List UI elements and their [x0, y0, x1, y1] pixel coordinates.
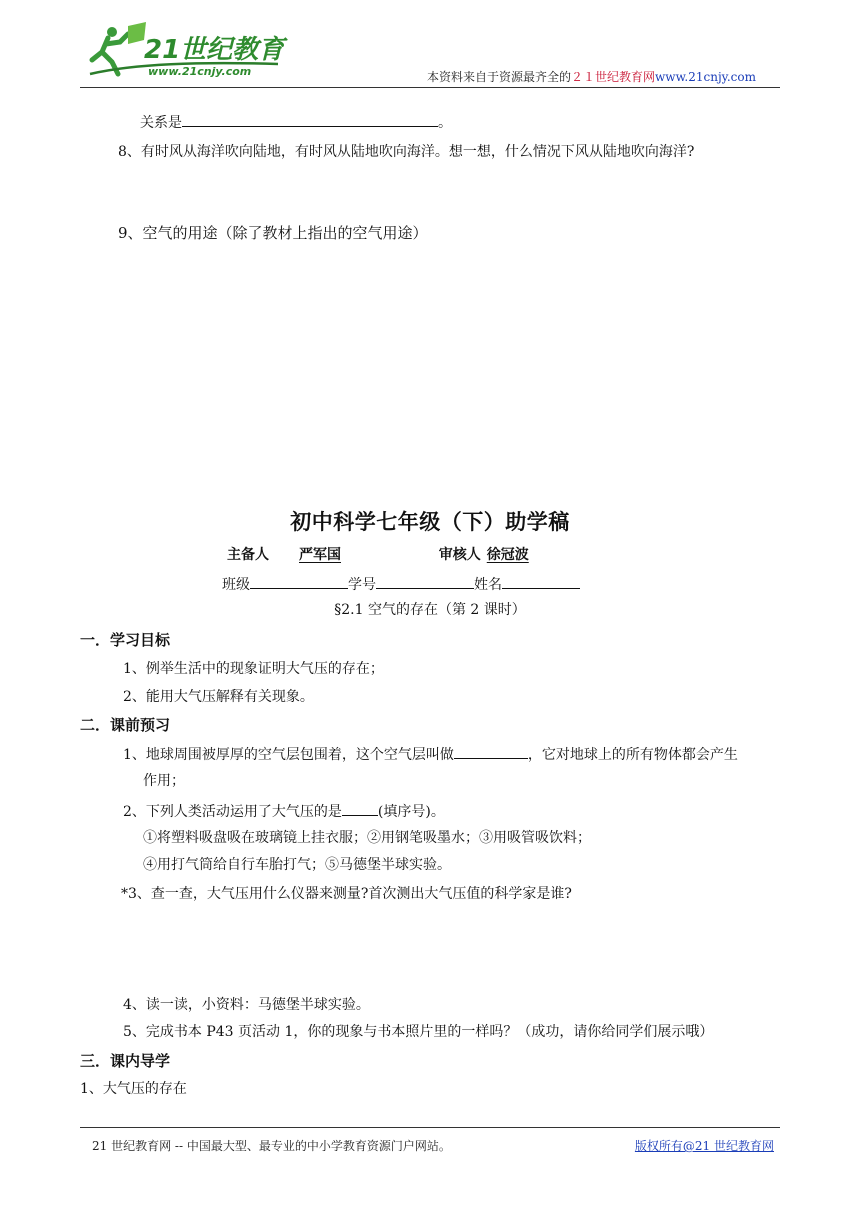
footer-copyright-link[interactable]: 版权所有@21 世纪教育网 — [634, 1139, 774, 1153]
section-heading-goals: 一．学习目标 — [80, 631, 171, 649]
lesson-subtitle: §2.1 空气的存在（第 2 课时） — [334, 602, 526, 618]
footer-divider — [80, 1127, 780, 1128]
class-field[interactable] — [250, 573, 348, 589]
class-label: 班级 — [222, 577, 250, 593]
name-field[interactable] — [502, 573, 580, 589]
header-note-site: ２１世纪教育网 — [571, 70, 656, 84]
preview-q1 — [123, 743, 738, 765]
name-label: 姓名 — [474, 577, 502, 593]
preview-q1-cont: 作用； — [143, 773, 185, 789]
site-logo — [88, 20, 288, 80]
q2-blank[interactable] — [342, 800, 378, 816]
header-source-note — [427, 68, 756, 85]
student-info-line — [222, 573, 580, 595]
logo-graphic — [88, 20, 288, 80]
section-heading-preview: 二．课前预习 — [80, 716, 171, 734]
preparer-name: 严军国 — [299, 547, 341, 563]
reviewer-name: 徐冠波 — [486, 547, 529, 563]
relation-prefix: 关系是 — [140, 115, 182, 131]
guide-item-1: 1、大气压的存在 — [80, 1081, 187, 1097]
relation-line — [140, 111, 452, 133]
section-heading-guide: 三．课内导学 — [80, 1052, 171, 1070]
q2-suffix: (填序号)。 — [377, 804, 445, 820]
preparer-label: 主备人 — [227, 547, 269, 563]
preview-q2-options-1: ①将塑料吸盘吸在玻璃镜上挂衣服；②用钢笔吸墨水；③用吸管吸饮料； — [143, 830, 591, 846]
preview-q3: *3、查一查，大气压用什么仪器来测量?首次测出大气压值的科学家是谁? — [121, 886, 572, 902]
q2-prefix: 2、下列人类活动运用了大气压的是 — [123, 804, 342, 820]
preview-q5: 5、完成书本 P43 页活动 1，你的现象与书本照片里的一样吗？（成功，请你给同学们展示哦） — [123, 1024, 714, 1040]
q1-blank[interactable] — [454, 743, 528, 759]
footer-description: 21 世纪教育网 -- 中国最大型、最专业的中小学教育资源门户网站。 — [92, 1139, 451, 1153]
number-field[interactable] — [376, 573, 474, 589]
answer-blank[interactable] — [182, 111, 438, 127]
header-divider — [80, 87, 780, 88]
q1-prefix: 1、地球周围被厚厚的空气层包围着，这个空气层叫做 — [123, 747, 454, 763]
goal-item-2: 2、能用大气压解释有关现象。 — [123, 689, 314, 705]
preview-q2 — [123, 800, 445, 822]
goal-item-1: 1、例举生活中的现象证明大气压的存在； — [123, 661, 384, 677]
header-note-prefix: 本资料来自于资源最齐全的 — [427, 70, 572, 84]
staff-line — [227, 545, 587, 565]
q1-suffix: ，它对地球上的所有物体都会产生 — [527, 747, 738, 763]
page-title: 初中科学七年级（下）助学稿 — [290, 510, 570, 534]
relation-suffix: 。 — [438, 115, 452, 131]
header-note-url[interactable]: www.21cnjy.com — [655, 70, 756, 84]
reviewer-label: 审核人 — [438, 547, 481, 563]
logo-url: www.21cnjy.com — [148, 65, 252, 78]
number-label: 学号 — [348, 577, 376, 593]
preview-q4: 4、读一读，小资料：马德堡半球实验。 — [123, 997, 370, 1013]
question-8: 8、有时风从海洋吹向陆地，有时风从陆地吹向海洋。想一想，什么情况下风从陆地吹向海洋? — [118, 144, 695, 160]
preview-q2-options-2: ④用打气筒给自行车胎打气；⑤马德堡半球实验。 — [143, 857, 451, 873]
logo-text: 21世纪教育 — [144, 35, 285, 65]
question-9: 9、空气的用途（除了教材上指出的空气用途） — [118, 224, 428, 242]
